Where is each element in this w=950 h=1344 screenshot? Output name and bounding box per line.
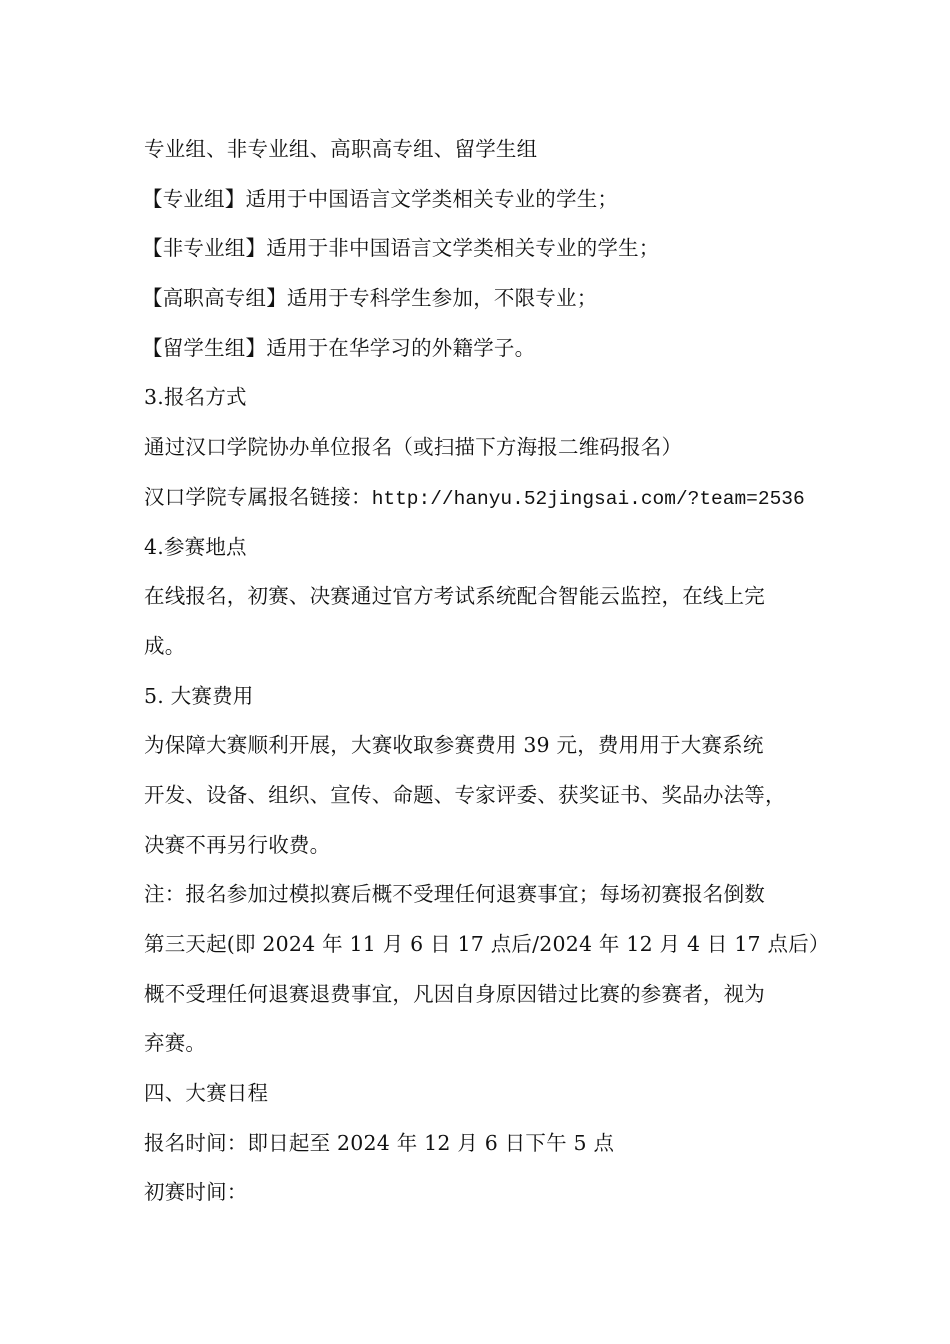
preliminary-time-label: 初赛时间： [144,1180,248,1205]
registration-link-line [144,473,814,523]
fees-text-line-1: 为保障大赛顺利开展，大赛收取参赛费用 39 元，费用用于大赛系统 [144,733,764,758]
section-heading-registration-method: 3.报名方式 [144,385,247,410]
group-professional: 【专业组】适用于中国语言文学类相关专业的学生； [142,186,619,211]
note-line-1: 注：报名参加过模拟赛后概不受理任何退赛事宜；每场初赛报名倒数 [144,882,765,907]
group-international: 【留学生组】适用于在华学习的外籍学子。 [142,335,536,360]
fees-text-line-2: 开发、设备、组织、宣传、命题、专家评委、获奖证书、奖品办法等， [144,782,786,807]
registration-link-label: 汉口学院专属报名链接： [144,484,372,509]
note-line-4: 弃赛。 [144,1031,207,1056]
note-line-3: 概不受理任何退赛退费事宜，凡因自身原因错过比赛的参赛者，视为 [144,981,765,1006]
group-non-professional: 【非专业组】适用于非中国语言文学类相关专业的学生； [142,236,660,261]
venue-text-line-2: 成。 [144,633,186,658]
group-vocational: 【高职高专组】适用于专科学生参加，不限专业； [142,286,598,311]
registration-link[interactable]: http://hanyu.52jingsai.com/?team=2536 [371,487,805,510]
document-body [142,125,830,1218]
group-list: 专业组、非专业组、高职高专组、留学生组 [144,137,538,161]
note-line-2: 第三天起(即 2024 年 11 月 6 日 17 点后/2024 年 12 月 4 日 17 点后） [144,932,830,956]
section-heading-venue: 4.参赛地点 [144,534,247,559]
section-heading-schedule: 四、大赛日程 [144,1081,269,1106]
venue-text-line-1: 在线报名，初赛、决赛通过官方考试系统配合智能云监控，在线上完 [144,584,765,609]
registration-method-text: 通过汉口学院协办单位报名（或扫描下方海报二维码报名） [144,435,683,460]
section-heading-fees: 5. 大赛费用 [144,683,254,708]
fees-text-line-3: 决赛不再另行收费。 [144,832,331,857]
registration-time: 报名时间：即日起至 2024 年 12 月 6 日下午 5 点 [144,1130,615,1155]
